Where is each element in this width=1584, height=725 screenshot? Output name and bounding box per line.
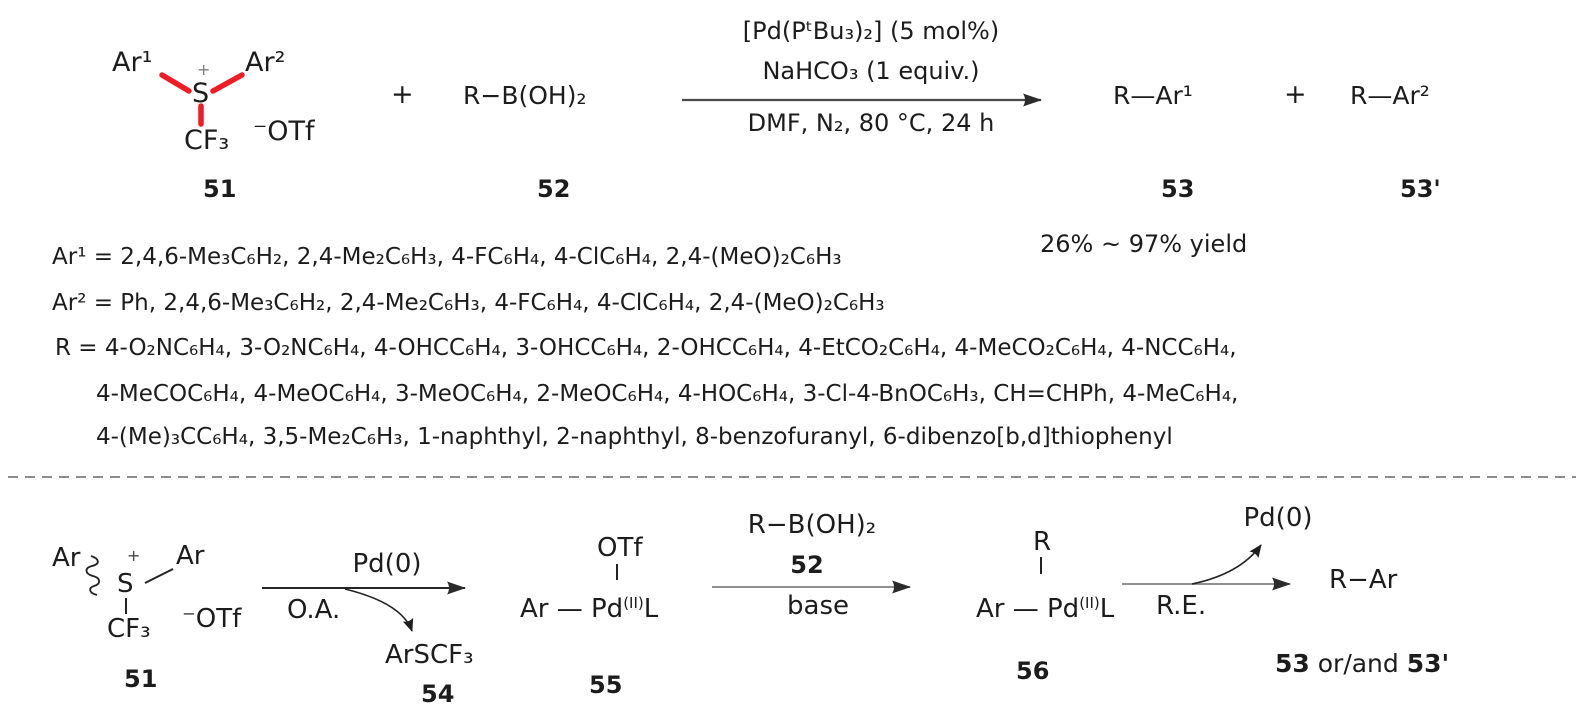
- scope-r-line1: R = 4-O₂NC₆H₄, 3-O₂NC₆H₄, 4-OHCC₆H₄, 3-OHCC₆H₄, 2-OHCC₆H₄, 4-EtCO₂C₆H₄, 4-MeCO₂C₆H₄, 4-NCC₆H₄,: [55, 335, 1237, 361]
- product2-formula: R—Ar²: [1350, 81, 1430, 110]
- condition-solvent: DMF, N₂, 80 °C, 24 h: [747, 109, 995, 137]
- scope-ar2-line: Ar² = Ph, 2,4,6-Me₃C₆H₂, 2,4-Me₂C₆H₃, 4-FC₆H₄, 4-ClC₆H₄, 2,4-(MeO)₂C₆H₃: [52, 290, 885, 316]
- compound-label-52: 52: [537, 175, 571, 203]
- sulfonium-ar1: Ar¹: [112, 47, 153, 78]
- product1-formula: R—Ar¹: [1113, 81, 1193, 110]
- sulfonium-cf3: CF₃: [184, 125, 230, 156]
- mech-sulfonium-s-atom: S: [117, 569, 134, 599]
- scope-ar1-line: Ar¹ = 2,4,6-Me₃C₆H₂, 2,4-Me₂C₆H₃, 4-FC₆H₄, 4-ClC₆H₄, 2,4-(MeO)₂C₆H₃: [52, 244, 842, 270]
- mech-sulfonium-ar-left: Ar: [52, 543, 81, 573]
- mech-label-54: 54: [421, 680, 455, 708]
- squiggle-bond-ar-s: [86, 556, 99, 595]
- int56-formula-pre: Ar — Pd: [976, 594, 1080, 624]
- compound-label-53: 53: [1161, 175, 1195, 203]
- condition-catalyst: [Pd(PᵗBu₃)₂] (5 mol%): [742, 17, 1000, 45]
- mech-sulfonium-charge: +: [127, 546, 141, 565]
- condition-base: NaHCO₃ (1 equiv.): [762, 57, 980, 85]
- scope-r-line2: 4-MeCOC₆H₄, 4-MeOC₆H₄, 3-MeOC₆H₄, 2-MeOC₆H₄, 4-HOC₆H₄, 3-Cl-4-BnOC₆H₃, CH=CHPh, 4-MeC₆H₄,: [96, 381, 1239, 407]
- mech-sulfonium-ar-right: Ar: [176, 541, 205, 571]
- int56-formula-sup: (II): [1079, 594, 1100, 612]
- int55-formula-sup: (II): [623, 594, 644, 612]
- curved-arrow-pd0-release: [1192, 545, 1261, 584]
- sulfonium-counterion: ⁻OTf: [253, 116, 315, 147]
- mech-tm-reagent: R−B(OH)₂: [747, 510, 877, 540]
- scope-r-line3: 4-(Me)₃CC₆H₄, 3,5-Me₂C₆H₃, 1-naphthyl, 2-naphthyl, 8-benzofuranyl, 6-dibenzo[b,d]thiophenyl: [96, 424, 1173, 450]
- sulfonium-s-atom: S: [192, 78, 210, 109]
- mech-byproduct-arscf3: ArSCF₃: [385, 640, 474, 670]
- mech-oa-pd0: Pd(0): [352, 549, 422, 579]
- compound-label-53prime: 53': [1400, 175, 1441, 203]
- compound-label-51: 51: [203, 175, 237, 203]
- mech-label-51: 51: [124, 665, 158, 693]
- plus-sign-reactants: +: [391, 79, 414, 110]
- int55-formula-pre: Ar — Pd: [520, 594, 624, 624]
- sulfonium-ar2: Ar²: [245, 47, 286, 78]
- mech-final-label-53: 53: [1275, 649, 1310, 678]
- mech-final-label-53prime: 53': [1406, 649, 1450, 678]
- mech-re-label: R.E.: [1156, 591, 1207, 621]
- mech-final-product: R−Ar: [1329, 565, 1398, 595]
- boronic-acid-formula: R−B(OH)₂: [463, 81, 587, 110]
- int56-formula-post: L: [1099, 594, 1115, 624]
- mech-tm-reagent-label: 52: [790, 551, 824, 579]
- int55-formula: [520, 595, 658, 624]
- int56-r-group: R: [1033, 527, 1052, 557]
- mech-final-label: [1275, 650, 1449, 678]
- sulfonium-charge-plus: +: [197, 60, 211, 79]
- bond-ar2-s-red: [213, 75, 242, 91]
- mech-re-pd0: Pd(0): [1243, 503, 1313, 533]
- mech-sulfonium-counterion: ⁻OTf: [182, 604, 242, 634]
- mech-oa-label: O.A.: [287, 595, 341, 625]
- bond-ar-s-mech: [145, 569, 173, 583]
- curved-arrow-arscf3: [345, 589, 412, 631]
- plus-sign-products: +: [1284, 79, 1307, 110]
- yield-range: 26% ~ 97% yield: [1040, 230, 1248, 258]
- mech-sulfonium-cf3: CF₃: [107, 614, 151, 644]
- mech-label-55: 55: [589, 671, 623, 699]
- int55-otf: OTf: [597, 533, 643, 563]
- mech-label-56: 56: [1016, 657, 1050, 685]
- mech-tm-base: base: [787, 591, 849, 621]
- int55-formula-post: L: [643, 594, 659, 624]
- mech-final-label-mid: or/and: [1309, 649, 1407, 678]
- int56-formula: [976, 595, 1114, 624]
- bond-ar1-s-red: [162, 75, 189, 91]
